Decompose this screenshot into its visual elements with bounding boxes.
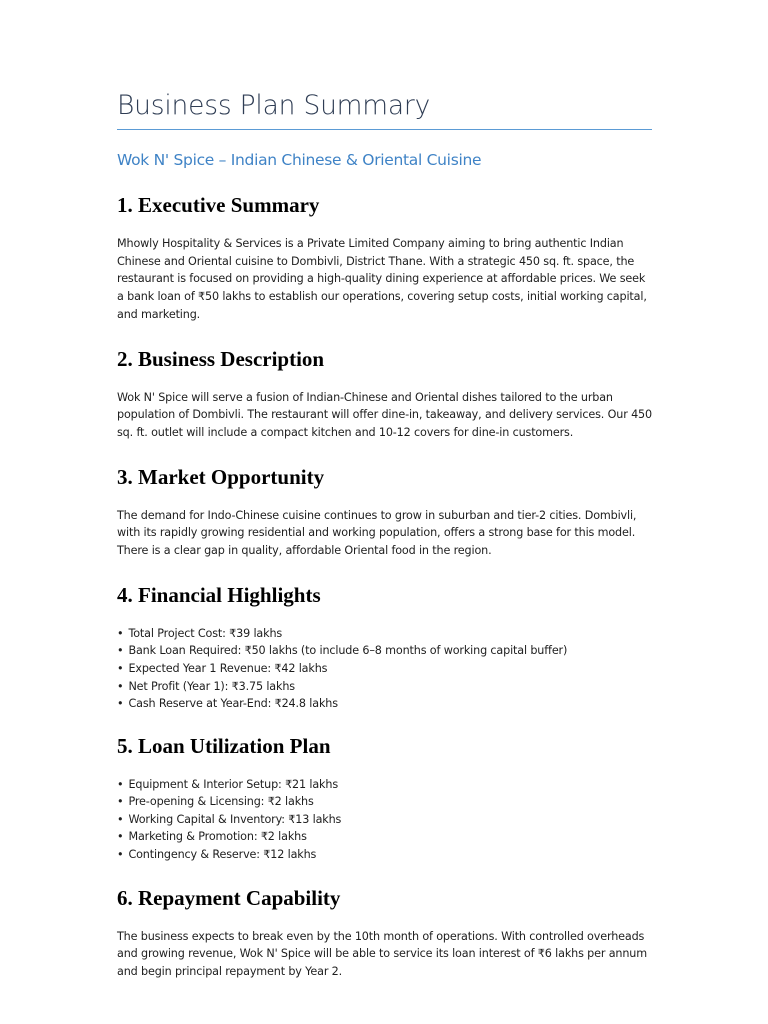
section-market-opportunity: [117, 464, 652, 560]
section-repayment-capability: [117, 885, 652, 981]
bullet-list: [117, 776, 652, 864]
list-item: • Total Project Cost: ₹39 lakhs: [117, 625, 652, 643]
list-item: • Pre-opening & Licensing: ₹2 lakhs: [117, 793, 652, 811]
section-paragraph: The business expects to break even by the 10th month of operations. With controlled overheads and growing revenue, Wok N' Spice will be able to service its loan interest of ₹6 lakhs per annum and begin principal repayment by Year 2.: [117, 929, 647, 979]
section-paragraph: The demand for Indo-Chinese cuisine continues to grow in suburban and tier-2 cities. Dombivli, with its rapidly growing residential and working population, offers a strong base for this model. There is a clear gap in quality, affordable Oriental food in the region.: [117, 508, 637, 558]
section-heading: 2. Business Description: [117, 346, 325, 371]
section-executive-summary: [117, 192, 652, 324]
list-item: • Contingency & Reserve: ₹12 lakhs: [117, 846, 652, 864]
bullet-list: [117, 625, 652, 713]
list-item: • Bank Loan Required: ₹50 lakhs (to include 6–8 months of working capital buffer): [117, 642, 652, 660]
list-item: • Working Capital & Inventory: ₹13 lakhs: [117, 811, 652, 829]
section-financial-highlights: [117, 582, 652, 713]
document-subtitle: Wok N' Spice – Indian Chinese & Oriental Cuisine: [117, 151, 482, 169]
list-item: • Equipment & Interior Setup: ₹21 lakhs: [117, 776, 652, 794]
section-paragraph: Mhowly Hospitality & Services is a Private Limited Company aiming to bring authentic Indian Chinese and Oriental cuisine to Dombivli, District Thane. With a strategic 450 sq. ft. space, the restaurant is focused on providing a high-quality dining experience at affordable prices. We seek a bank loan of ₹50 lakhs to establish our operations, covering setup costs, initial working capital, and marketing.: [117, 237, 647, 321]
title-divider: [117, 129, 652, 130]
section-heading: 6. Repayment Capability: [117, 885, 341, 910]
section-paragraph: Wok N' Spice will serve a fusion of Indian-Chinese and Oriental dishes tailored to the urban population of Dombivli. The restaurant will offer dine-in, takeaway, and delivery services. Our 450 sq. ft. outlet will include a compact kitchen and 10-12 covers for dine-in customers.: [117, 390, 652, 439]
list-item: • Net Profit (Year 1): ₹3.75 lakhs: [117, 678, 652, 696]
section-business-description: [117, 346, 652, 442]
document-title: Business Plan Summary: [117, 90, 431, 121]
section-heading: 4. Financial Highlights: [117, 582, 321, 607]
list-item: • Marketing & Promotion: ₹2 lakhs: [117, 828, 652, 846]
section-heading: 5. Loan Utilization Plan: [117, 733, 331, 758]
list-item: • Cash Reserve at Year-End: ₹24.8 lakhs: [117, 695, 652, 713]
section-loan-utilization-plan: [117, 733, 652, 864]
section-heading: 1. Executive Summary: [117, 193, 320, 217]
list-item: • Expected Year 1 Revenue: ₹42 lakhs: [117, 660, 652, 678]
section-heading: 3. Market Opportunity: [117, 464, 325, 489]
document-page: [117, 88, 652, 981]
